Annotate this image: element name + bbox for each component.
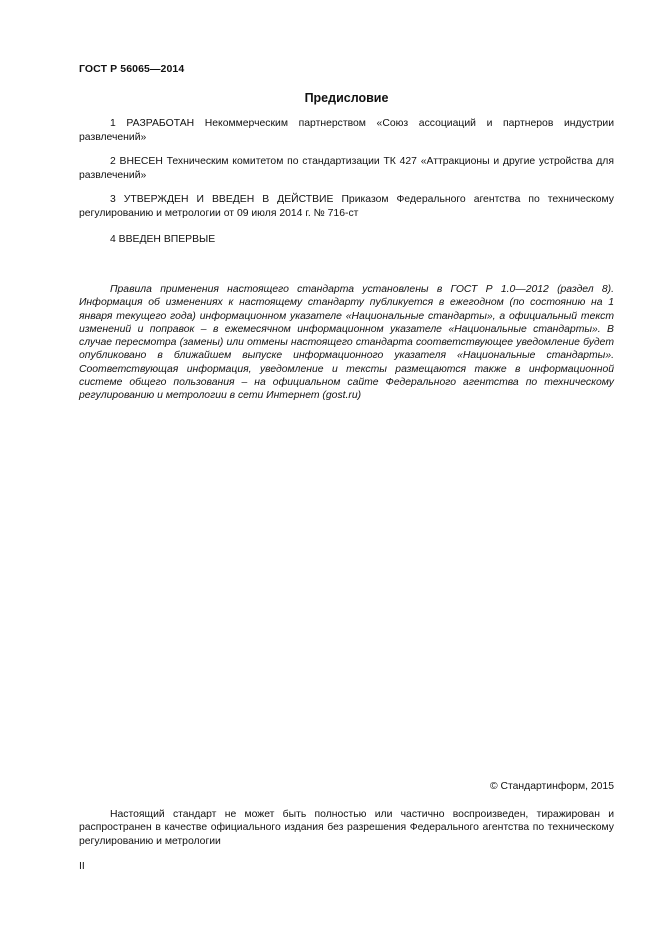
foreword-item-approved: 3 УТВЕРЖДЕН И ВВЕДЕН В ДЕЙСТВИЕ Приказом Федерального агентства по техническому регулированию и метрологии от 09 июля 2014 г. № 716-ст [79, 194, 614, 219]
foreword-item-developed: 1 РАЗРАБОТАН Некоммерческим партнерством «Союз ассоциаций и партнеров индустрии развлечений» [79, 118, 614, 143]
foreword-title: Предисловие [304, 91, 389, 105]
reproduction-notice: Настоящий стандарт не может быть полностью или частично воспроизведен, тиражирован и распространен в качестве официального издания без разрешения Федерального агентства по техническому регулированию и метрологии [79, 809, 614, 847]
rules-note: Правила применения настоящего стандарта установлены в ГОСТ Р 1.0—2012 (раздел 8). Информация об изменениях к настоящему стандарту публикуется в ежегодном (по состоянию на 1 января текущего года) информационном указателе «Национальные стандарты», а официальный текст изменений и поправок – в ежемесячном информационном указателе «Национальные стандарты». В случае пересмотра (замены) или отмены настоящего стандарта соответствующее уведомление будет опубликовано в ближайшем выпуске информационного указателя «Национальные стандарты». Соответствующая информация, уведомление и тексты размещаются также в информационной системе общего пользования – на официальном сайте Федерального агентства по техническому регулированию и метрологии в сети Интернет (gost.ru) [79, 284, 614, 401]
page-number: II [79, 861, 85, 872]
copyright-line: © Стандартинформ, 2015 [489, 781, 614, 792]
standard-code-header: ГОСТ Р 56065—2014 [79, 63, 185, 75]
foreword-item-first-introduced: 4 ВВЕДЕН ВПЕРВЫЕ [110, 234, 216, 245]
foreword-item-introduced: 2 ВНЕСЕН Техническим комитетом по стандартизации ТК 427 «Аттракционы и другие устройства для развлечений» [79, 156, 614, 181]
